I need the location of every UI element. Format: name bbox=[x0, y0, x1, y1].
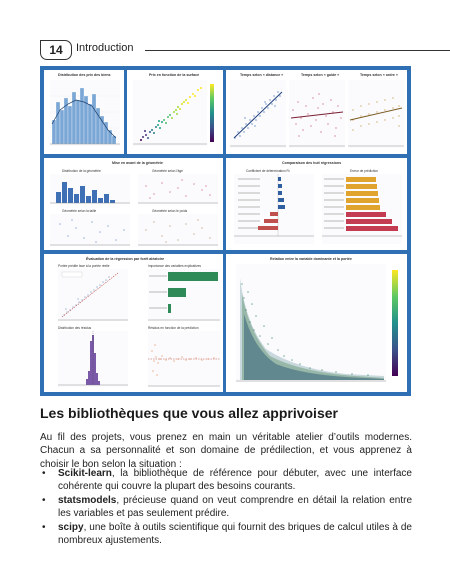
geometry-weight-scatter bbox=[138, 214, 218, 246]
library-name: statsmodels bbox=[58, 494, 117, 506]
page-number: 14 bbox=[40, 40, 72, 60]
panel-price-distribution bbox=[44, 70, 124, 154]
panel-title: Relation entre la variable dominante et la portée bbox=[270, 257, 352, 261]
subplot-title: Géométrie selon la taille bbox=[62, 209, 97, 213]
list-item bbox=[40, 521, 412, 548]
scatter-plot bbox=[133, 80, 217, 146]
predicted-vs-actual-plot bbox=[58, 269, 128, 321]
subplot-title: Importance des variables explicatives bbox=[148, 264, 201, 268]
geometry-height-scatter bbox=[50, 214, 130, 246]
header-rule bbox=[145, 50, 450, 51]
regression-scatter-tan bbox=[348, 80, 404, 148]
panel-title: Mise en avant de la géométrie bbox=[112, 161, 163, 165]
library-name: scipy bbox=[58, 521, 84, 533]
bullet-icon: • bbox=[42, 494, 46, 506]
subplot-title: Géométrie selon l'âge bbox=[152, 169, 183, 173]
subplot-title: Coefficient de détermination R² bbox=[246, 169, 290, 173]
geometry-histogram bbox=[50, 174, 130, 204]
list-item bbox=[40, 467, 412, 494]
library-name: Scikit-learn bbox=[58, 468, 112, 479]
subplot-title-ordre: Temps selon « ordre » bbox=[360, 73, 398, 77]
subplot-title-distance: Temps selon « distance » bbox=[240, 73, 284, 77]
dominant-variable-scatter bbox=[236, 264, 404, 388]
panel-title: Évaluation de la régression par forêt aléatoire bbox=[86, 257, 165, 261]
subplot-title: Distribution des résidus bbox=[58, 326, 92, 330]
library-description: , précieuse quand on veut comprendre en détail la relation entre les variables et pas seulement prédire. bbox=[58, 494, 412, 520]
section-heading: Les bibliothèques que vous allez apprivoiser bbox=[40, 405, 338, 421]
intro-paragraph: Au fil des projets, vous prenez en main un véritable atelier d’outils modernes. Chacun a sa personnalité et son domaine de prédilection, et vous apprenez à choisir le bon selon la situation : bbox=[40, 432, 412, 470]
figure-dashboard bbox=[40, 66, 411, 396]
bullet-icon: • bbox=[42, 521, 46, 533]
panel-title: Comparaison des huit régressions bbox=[282, 161, 342, 165]
panel-geometry bbox=[44, 158, 223, 250]
section-title: Introduction bbox=[76, 42, 134, 54]
error-bar-chart bbox=[322, 174, 402, 244]
panel-title: Distribution des prix des biens bbox=[58, 73, 111, 77]
page-header bbox=[40, 40, 400, 60]
panel-price-vs-surface bbox=[127, 70, 223, 154]
regression-scatter-blue bbox=[230, 80, 286, 148]
residuals-vs-prediction bbox=[148, 331, 220, 387]
feature-importance-chart bbox=[148, 269, 220, 321]
panel-time-regressions bbox=[226, 70, 407, 154]
subplot-title: Résidus en fonction de la prédiction bbox=[148, 326, 199, 330]
subplot-title: Portée prédite face à la portée réelle bbox=[58, 264, 110, 268]
residuals-histogram bbox=[58, 331, 128, 387]
library-description: , la bibliothèque de référence pour débuter, avec une interface cohérente qui couvre la plupart des besoins courants. bbox=[58, 468, 412, 493]
library-description: , une boîte à outils scientifique qui fournit des briques de calcul utiles à de nombreux ajustements. bbox=[58, 521, 412, 547]
panel-title: Prix en fonction de la surface bbox=[149, 73, 200, 77]
r2-bar-chart bbox=[234, 174, 314, 244]
regression-scatter-red bbox=[289, 80, 345, 148]
bullet-icon: • bbox=[42, 468, 46, 479]
geometry-age-scatter bbox=[138, 174, 218, 204]
subplot-title: Erreur de prédiction bbox=[350, 169, 378, 173]
panel-random-forest bbox=[44, 254, 223, 392]
subplot-title-guide: Temps selon « guide » bbox=[301, 73, 340, 77]
histogram-plot bbox=[50, 80, 120, 146]
subplot-title: Géométrie selon le poids bbox=[152, 209, 188, 213]
list-item bbox=[40, 494, 412, 521]
panel-regression-comparison bbox=[226, 158, 407, 250]
subplot-title: Distribution de la géométrie bbox=[62, 169, 101, 173]
library-list bbox=[40, 467, 412, 547]
panel-dominant-variable bbox=[226, 254, 407, 392]
